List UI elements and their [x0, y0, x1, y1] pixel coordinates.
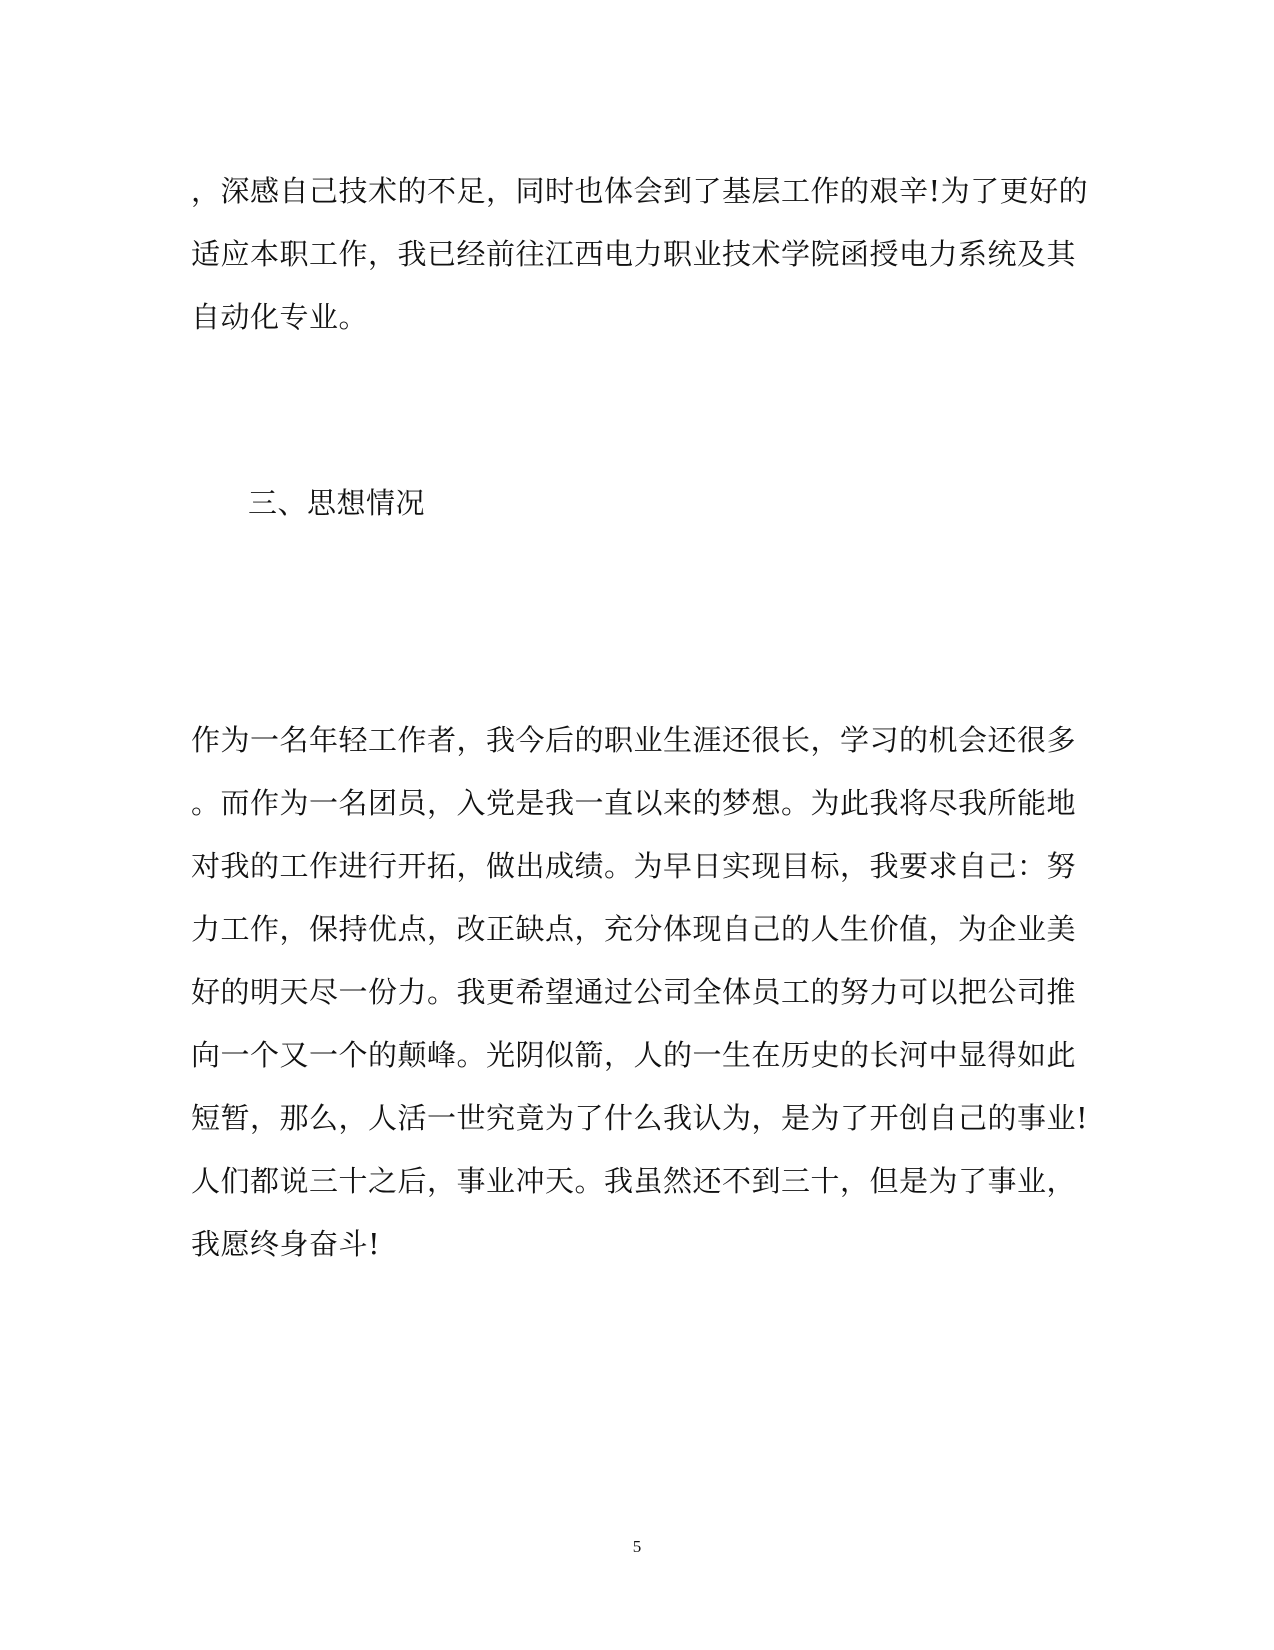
paragraph2-line: 对我的工作进行开拓，做出成绩。为早日实现目标，我要求自己：努 [191, 849, 1077, 883]
page-number: 5 [632, 1537, 642, 1556]
paragraph1-line: 适应本职工作，我已经前往江西电力职业技术学院函授电力系统及其 [191, 237, 1077, 271]
paragraph2-line: 力工作，保持优点，改正缺点，充分体现自己的人生价值，为企业美 [191, 912, 1077, 946]
paragraph2-line: 作为一名年轻工作者，我今后的职业生涯还很长，学习的机会还很多 [191, 723, 1077, 757]
paragraph1-line: 自动化专业。 [191, 300, 369, 334]
paragraph2-line: 向一个又一个的颠峰。光阴似箭，人的一生在历史的长河中显得如此 [191, 1038, 1077, 1072]
paragraph1-line: ，深感自己技术的不足，同时也体会到了基层工作的艰辛!为了更好的 [191, 174, 1089, 208]
paragraph2-line: 。而作为一名团员，入党是我一直以来的梦想。为此我将尽我所能地 [191, 786, 1077, 820]
paragraph2-line: 人们都说三十之后，事业冲天。我虽然还不到三十，但是为了事业， [191, 1164, 1077, 1198]
paragraph2-line: 好的明天尽一份力。我更希望通过公司全体员工的努力可以把公司推 [191, 975, 1077, 1009]
paragraph2-line: 我愿终身奋斗! [191, 1227, 381, 1261]
paragraph2-line: 短暂，那么，人活一世究竟为了什么我认为，是为了开创自己的事业! [191, 1101, 1089, 1135]
section-heading: 三、思想情况 [248, 486, 426, 520]
